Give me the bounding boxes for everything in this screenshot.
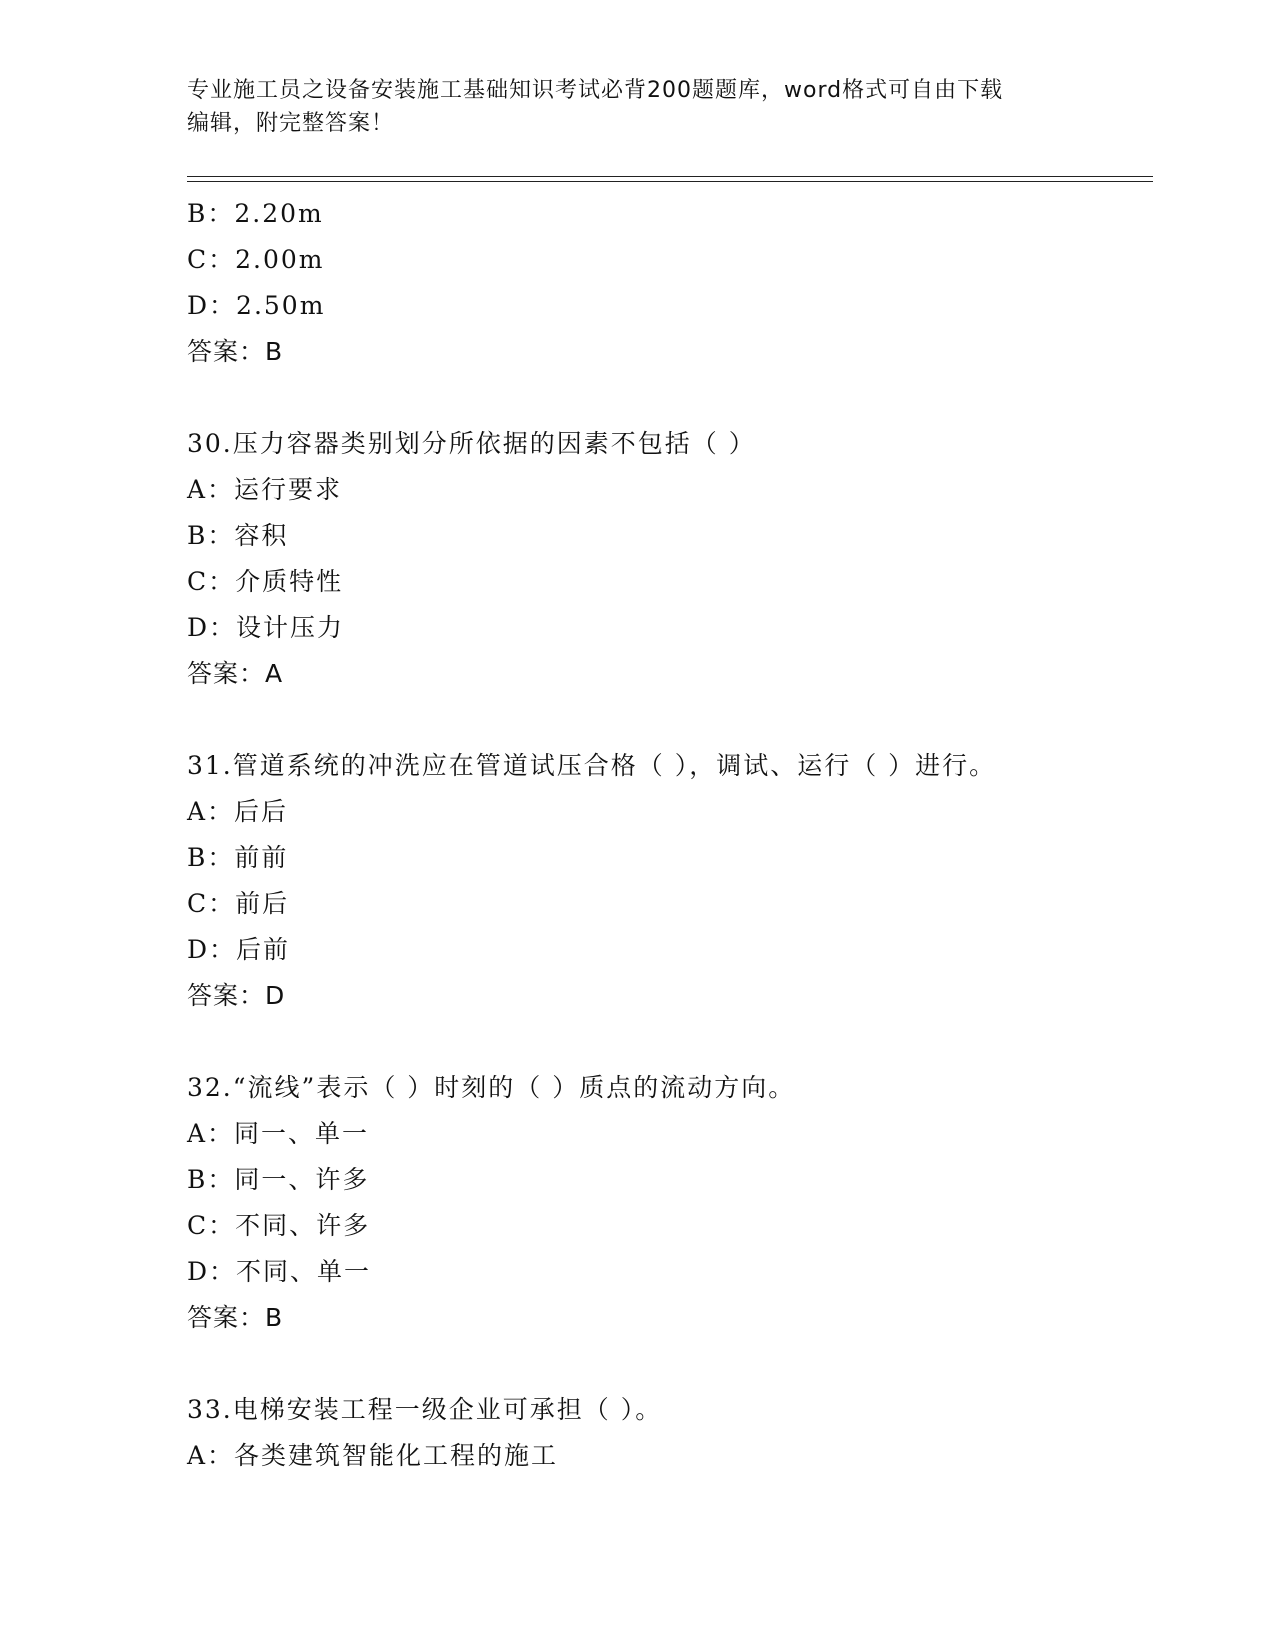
option-a: A：后后	[187, 797, 289, 826]
question-continuation	[187, 191, 1153, 375]
option-c: C：前后	[187, 889, 290, 918]
option-d: D：不同、单一	[187, 1257, 372, 1286]
header-line-2: 编辑，附完整答案！	[187, 111, 395, 136]
question-32	[187, 1065, 1153, 1341]
question-stem: 33.电梯安装工程一级企业可承担（ ）。	[187, 1395, 663, 1424]
header-rule-bottom	[187, 181, 1153, 182]
header-line-1: 专业施工员之设备安装施工基础知识考试必背200题题库，word格式可自由下载	[187, 78, 1004, 103]
option-a: A：各类建筑智能化工程的施工	[187, 1441, 559, 1470]
answer: 答案：A	[187, 659, 284, 688]
option-c: C：2.00m	[187, 245, 325, 274]
spacer	[187, 375, 1153, 421]
question-30	[187, 421, 1153, 697]
question-31	[187, 743, 1153, 1019]
question-list	[187, 191, 1153, 1479]
answer: 答案：B	[187, 337, 284, 366]
document-header	[187, 74, 1087, 140]
answer: 答案：B	[187, 1303, 284, 1332]
option-a: A：同一、单一	[187, 1119, 370, 1148]
option-b: B：容积	[187, 521, 289, 550]
question-33	[187, 1387, 1153, 1479]
answer: 答案：D	[187, 981, 286, 1010]
option-a: A：运行要求	[187, 475, 343, 504]
option-d: D：2.50m	[187, 291, 326, 320]
option-b: B：同一、许多	[187, 1165, 370, 1194]
option-b: B：2.20m	[187, 199, 324, 228]
option-c: C：介质特性	[187, 567, 344, 596]
question-stem: 30.压力容器类别划分所依据的因素不包括（ ）	[187, 429, 756, 458]
question-stem: 31.管道系统的冲洗应在管道试压合格（ ），调试、运行（ ）进行。	[187, 751, 997, 780]
option-c: C：不同、许多	[187, 1211, 371, 1240]
spacer	[187, 1019, 1153, 1065]
question-stem: 32.“流线”表示（ ）时刻的（ ）质点的流动方向。	[187, 1073, 796, 1102]
option-d: D：设计压力	[187, 613, 345, 642]
option-b: B：前前	[187, 843, 289, 872]
spacer	[187, 1341, 1153, 1387]
header-rule-top	[187, 176, 1153, 177]
option-d: D：后前	[187, 935, 291, 964]
spacer	[187, 697, 1153, 743]
